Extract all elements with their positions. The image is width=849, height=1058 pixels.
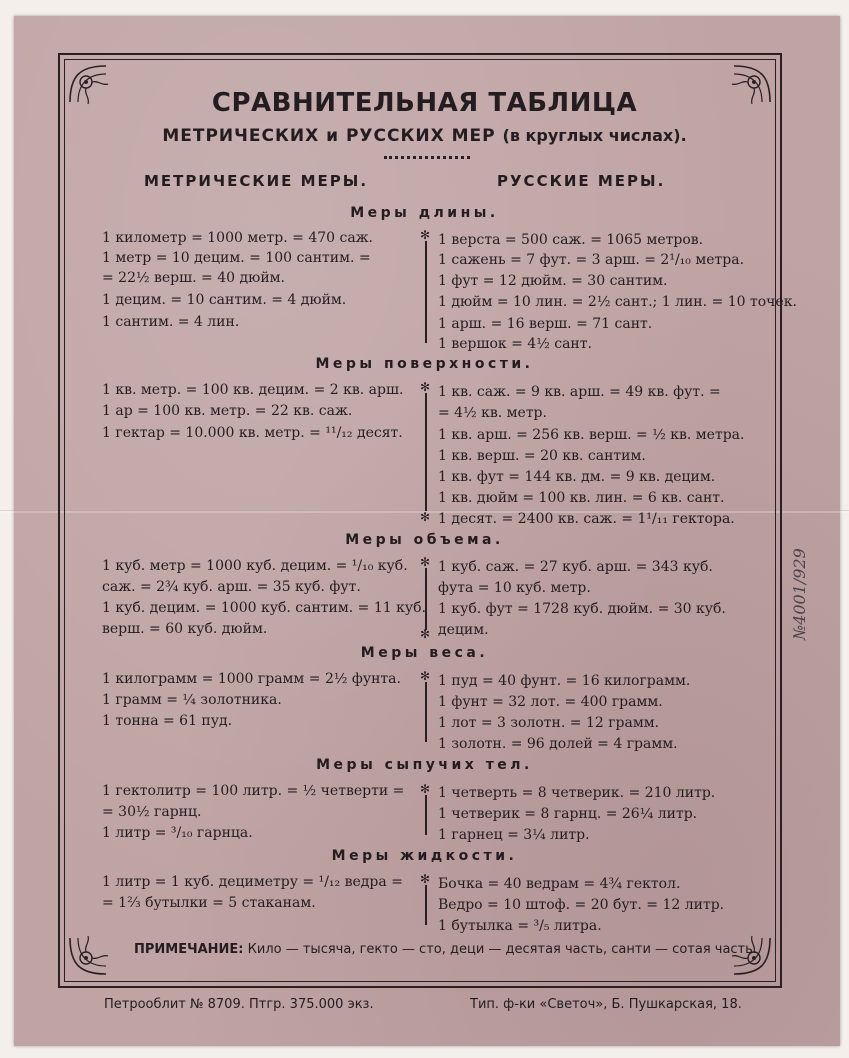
russian-line: 1 дюйм = 10 лин. = 2½ сант.; 1 лин. = 10 точек.	[438, 294, 797, 310]
metric-line: 1 децим. = 10 сантим. = 4 дюйм.	[102, 292, 347, 308]
column-divider	[425, 241, 427, 343]
metric-line: верш. = 60 куб. дюйм.	[102, 621, 268, 637]
russian-line: = 4½ кв. метр.	[438, 405, 547, 421]
section-heading-weight: Меры веса.	[360, 645, 489, 661]
section-heading-dry-goods: Меры сыпучих тел.	[316, 757, 533, 773]
russian-line: фута = 10 куб. метр.	[438, 580, 591, 596]
russian-line: 1 арш. = 16 верш. = 71 сант.	[438, 316, 653, 332]
russian-line: 1 фунт = 32 лот. = 400 грамм.	[438, 694, 663, 710]
russian-line: 1 десят. = 2400 кв. саж. = 1¹/₁₁ гектора.	[438, 511, 735, 527]
russian-line: 1 золотн. = 96 долей = 4 грамм.	[438, 736, 678, 752]
column-divider	[425, 885, 427, 925]
column-divider	[425, 795, 427, 835]
page-subtitle	[0, 126, 849, 146]
section-heading-surface: Меры поверхности.	[315, 356, 534, 372]
column-header-russian: РУССКИЕ МЕРЫ.	[497, 172, 666, 190]
metric-line: 1 куб. децим. = 1000 куб. сантим. = 11 куб.	[102, 600, 426, 616]
divider-ornament-icon: ✻	[419, 782, 431, 796]
divider-ornament-icon: ✻	[419, 228, 431, 242]
footer-publisher: Петрооблит № 8709. Птгр. 375.000 экз.	[104, 997, 374, 1012]
page-title: СРАВНИТЕЛЬНАЯ ТАБЛИЦА	[211, 88, 638, 118]
divider-ornament-icon: ✻	[419, 627, 431, 641]
column-divider	[425, 393, 427, 511]
metric-line: 1 гектолитр = 100 литр. = ½ четверти =	[102, 783, 405, 799]
metric-line: 1 метр = 10 децим. = 100 сантим. =	[102, 250, 371, 266]
footnote-text: Кило — тысяча, гекто — сто, деци — десятая часть, санти — сотая часть.	[247, 942, 757, 957]
metric-line: 1 сантим. = 4 лин.	[102, 314, 240, 330]
russian-line: 1 сажень = 7 фут. = 3 арш. = 2¹/₁₀ метра.	[438, 252, 745, 268]
divider-ornament-icon: ✻	[419, 872, 431, 886]
column-header-metric: МЕТРИЧЕСКИЕ МЕРЫ.	[144, 172, 369, 190]
russian-line: 1 лот = 3 золотн. = 12 грамм.	[438, 715, 660, 731]
russian-line: 1 бутылка = ³/₅ литра.	[438, 918, 602, 934]
russian-line: 1 кв. фут = 144 кв. дм. = 9 кв. децим.	[438, 469, 716, 485]
russian-line: 1 куб. саж. = 27 куб. арш. = 343 куб.	[438, 559, 713, 575]
column-divider	[425, 568, 427, 630]
metric-line: 1 куб. метр = 1000 куб. децим. = ¹/₁₀ куб.	[102, 558, 408, 574]
russian-line: 1 четверть = 8 четверик. = 210 литр.	[438, 785, 716, 801]
metric-line: 1 гектар = 10.000 кв. метр. = ¹¹/₁₂ десят.	[102, 425, 403, 441]
section-heading-volume: Меры объема.	[345, 532, 504, 548]
section-heading-length: Меры длины.	[350, 205, 499, 221]
russian-line: 1 кв. верш. = 20 кв. сантим.	[438, 448, 646, 464]
handwritten-inventory-number: №4001/929	[790, 548, 809, 640]
metric-line: = 1⅔ бутылки = 5 стаканам.	[102, 895, 316, 911]
russian-line: Ведро = 10 штоф. = 20 бут. = 12 литр.	[438, 897, 725, 913]
russian-line: 1 кв. арш. = 256 кв. верш. = ½ кв. метра.	[438, 427, 745, 443]
metric-line: = 30½ гарнц.	[102, 804, 202, 820]
russian-line: 1 куб. фут = 1728 куб. дюйм. = 30 куб.	[438, 601, 726, 617]
metric-line: 1 ар = 100 кв. метр. = 22 кв. саж.	[102, 403, 353, 419]
russian-line: 1 кв. дюйм = 100 кв. лин. = 6 кв. сант.	[438, 490, 725, 506]
section-heading-liquids: Меры жидкости.	[331, 848, 518, 864]
russian-line: 1 фут = 12 дюйм. = 30 сантим.	[438, 273, 668, 289]
russian-line: 1 вершок = 4½ сант.	[438, 336, 592, 352]
metric-line: 1 тонна = 61 пуд.	[102, 713, 233, 729]
corner-ornament-bottom-left	[66, 932, 112, 978]
russian-line: 1 четверик = 8 гарнц. = 26¼ литр.	[438, 806, 698, 822]
russian-line: 1 гарнец = 3¼ литр.	[438, 827, 590, 843]
footnote-label: ПРИМЕЧАНИЕ:	[134, 942, 244, 957]
russian-line: 1 кв. саж. = 9 кв. арш. = 49 кв. фут. =	[438, 384, 721, 400]
divider-ornament-icon: ✻	[419, 510, 431, 524]
metric-line: 1 грамм = ¼ золотника.	[102, 692, 282, 708]
metric-line: 1 километр = 1000 метр. = 470 саж.	[102, 230, 374, 246]
metric-line: 1 литр = ³/₁₀ гарнца.	[102, 825, 253, 841]
metric-line: 1 килограмм = 1000 грамм = 2½ фунта.	[102, 671, 401, 687]
subtitle-note: (в круглых числах).	[502, 126, 687, 145]
russian-line: децим.	[438, 622, 489, 638]
footnote	[134, 942, 757, 957]
divider-ornament-icon: ✻	[419, 555, 431, 569]
metric-line: саж. = 2¾ куб. арш. = 35 куб. фут.	[102, 579, 361, 595]
footer-printer: Тип. ф-ки «Светоч», Б. Пушкарская, 18.	[470, 997, 742, 1012]
russian-line: 1 верста = 500 саж. = 1065 метров.	[438, 232, 704, 248]
divider-ornament-icon: ✻	[419, 380, 431, 394]
divider-ornament-icon: ✻	[419, 669, 431, 683]
metric-line: 1 кв. метр. = 100 кв. децим. = 2 кв. арш.	[102, 382, 404, 398]
metric-line: 1 литр = 1 куб. дециметру = ¹/₁₂ ведра =	[102, 874, 403, 890]
column-divider	[425, 682, 427, 742]
title-divider	[384, 156, 470, 159]
russian-line: 1 пуд = 40 фунт. = 16 килограмм.	[438, 673, 691, 689]
subtitle-main: МЕТРИЧЕСКИХ и РУССКИХ МЕР	[162, 126, 496, 146]
russian-line: Бочка = 40 ведрам = 4¾ гектол.	[438, 876, 681, 892]
metric-line: = 22½ верш. = 40 дюйм.	[102, 270, 285, 286]
